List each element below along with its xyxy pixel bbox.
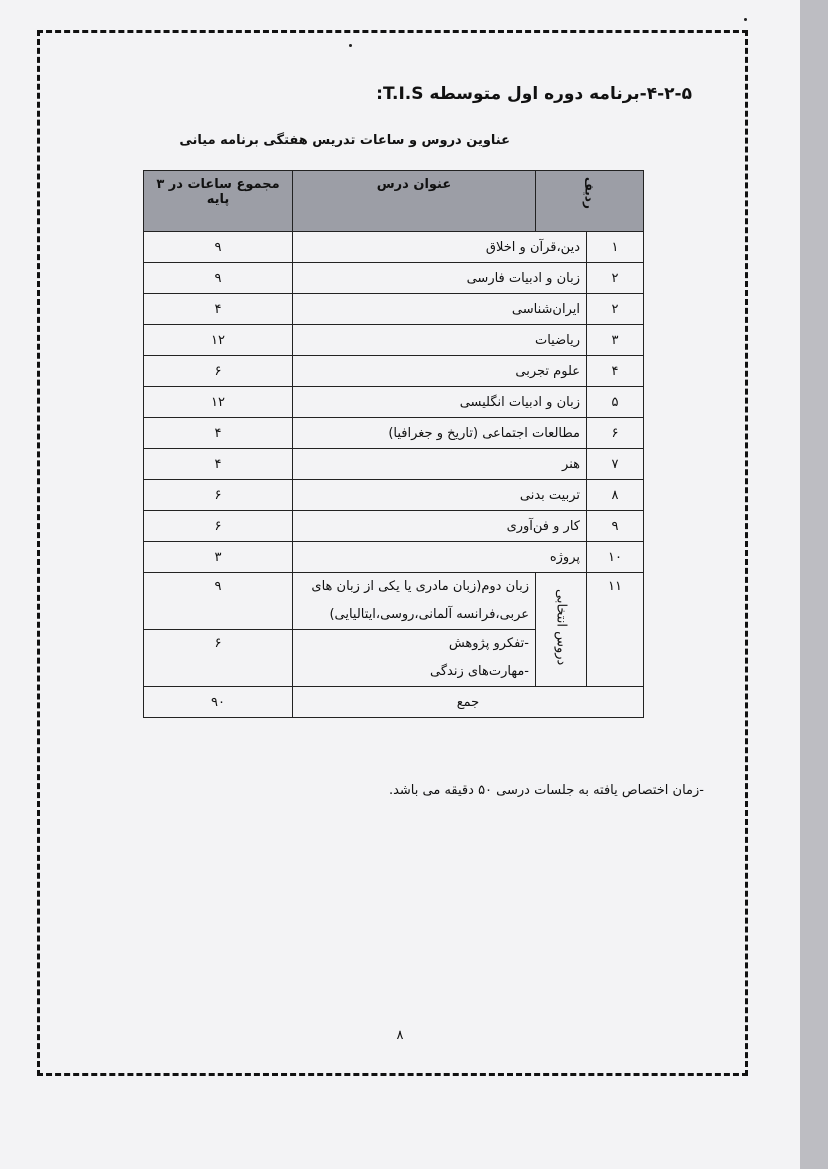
header-course-title: عنوان درس <box>293 171 536 232</box>
row-number: ۶ <box>587 418 644 449</box>
course-title: زبان و ادبیات فارسی <box>293 263 587 294</box>
elective-course-skills: -تفکرو پژوهش -مهارت‌های زندگی <box>293 630 536 687</box>
table-row <box>144 356 644 387</box>
course-hours: ۶ <box>144 480 293 511</box>
course-title: زبان و ادبیات انگلیسی <box>293 387 587 418</box>
table-row <box>144 480 644 511</box>
row-number: ۱۱ <box>587 573 644 687</box>
course-hours: ۹ <box>144 263 293 294</box>
table-total-row <box>144 687 644 718</box>
elective-course-language: زبان دوم(زبان مادری یا یکی از زبان های عربی،فرانسه آلمانی،روسی،ایتالیایی) <box>293 573 536 630</box>
table-row <box>144 263 644 294</box>
course-title: کار و فن‌آوری <box>293 511 587 542</box>
row-number: ۱۰ <box>587 542 644 573</box>
course-hours: ۳ <box>144 542 293 573</box>
row-number: ۷ <box>587 449 644 480</box>
table-row <box>144 325 644 356</box>
course-hours: ۶ <box>144 630 293 687</box>
table-row <box>144 511 644 542</box>
course-title: مطالعات اجتماعی (تاریخ و جغرافیا) <box>293 418 587 449</box>
row-number: ۸ <box>587 480 644 511</box>
row-number: ۵ <box>587 387 644 418</box>
course-title: دین،قرآن و اخلاق <box>293 232 587 263</box>
row-number: ۴ <box>587 356 644 387</box>
row-number: ۳ <box>587 325 644 356</box>
course-title: تربیت بدنی <box>293 480 587 511</box>
footnote: -زمان اختصاص یافته به جلسات درسی ۵۰ دقیقه می باشد. <box>388 783 704 798</box>
table-row <box>144 387 644 418</box>
table-row <box>144 232 644 263</box>
row-number: ۹ <box>587 511 644 542</box>
table-caption: عناوین دروس و ساعات تدریس هفتگی برنامه میانی <box>179 133 510 148</box>
total-label: جمع <box>293 687 644 718</box>
total-hours: ۹۰ <box>144 687 293 718</box>
course-title: علوم تجربی <box>293 356 587 387</box>
course-hours: ۹ <box>144 573 293 630</box>
section-heading: ۴-۲-۵-برنامه دوره اول متوسطه T.I.S: <box>376 84 692 104</box>
course-hours: ۱۲ <box>144 325 293 356</box>
table-header-row <box>144 171 644 232</box>
course-title: هنر <box>293 449 587 480</box>
course-hours: ۶ <box>144 356 293 387</box>
curriculum-table <box>143 170 644 718</box>
table-row <box>144 294 644 325</box>
header-row-number: ردیف <box>536 171 644 232</box>
speck <box>349 44 352 47</box>
table-row <box>144 542 644 573</box>
row-number: ۲ <box>587 294 644 325</box>
course-hours: ۴ <box>144 449 293 480</box>
elective-row-language <box>144 573 644 630</box>
table-row <box>144 449 644 480</box>
header-total-hours: مجموع ساعات در ۳ پایه <box>144 171 293 232</box>
row-number: ۱ <box>587 232 644 263</box>
course-hours: ۴ <box>144 418 293 449</box>
course-hours: ۶ <box>144 511 293 542</box>
page-edge-shadow <box>800 0 828 1169</box>
course-hours: ۴ <box>144 294 293 325</box>
speck <box>744 18 747 21</box>
elective-group-label: دروس انتخابی <box>536 573 587 687</box>
course-title: پروژه <box>293 542 587 573</box>
course-hours: ۹ <box>144 232 293 263</box>
course-hours: ۱۲ <box>144 387 293 418</box>
course-title: ایران‌شناسی <box>293 294 587 325</box>
row-number: ۲ <box>587 263 644 294</box>
course-title: ریاضیات <box>293 325 587 356</box>
page-number: ۸ <box>396 1028 404 1043</box>
table-row <box>144 418 644 449</box>
